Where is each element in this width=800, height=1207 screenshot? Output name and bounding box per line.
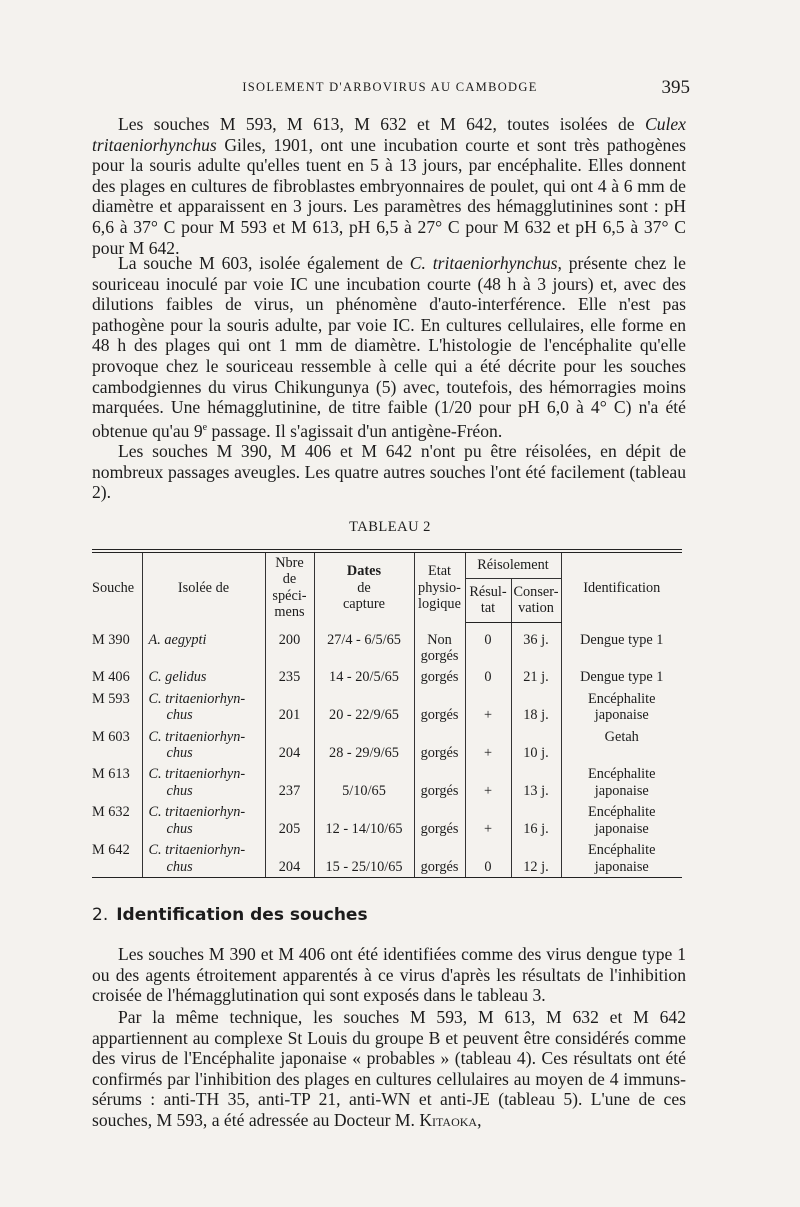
table-title: TABLEAU 2 (349, 519, 431, 535)
paragraph-2: La souche M 603, isolée également de C. tritaeniorhynchus, présente chez le souriceau inoculé par voie IC une incubation courte (48 h à 3 jours) et, avec des dilutions faibles de virus, un phénomène d'auto-interférence. Elle n'est pas pathogène pour la souris adulte, par voie IC. En cultures cellulaires, elle forme en 48 h des plages qui ont 1 mm de diamètre. L'histologie de l'encéphalite qu'elle provoque chez le souriceau ressemble à celle qui a été décrite pour les souches cambodgiennes du virus Chikungunya (5) avec, toutefois, des hémorragies moins marquées. Une hémagglutinine, de titre faible (1/20 pour pH 6,0 à 4° C) n'a été obtenue qu'au 9e passage. Il s'agissait d'un antigène-Fréon. (92, 253, 686, 441)
section-title: Identification des souches (116, 905, 368, 925)
cell-isolee: C. gelidus (142, 666, 265, 687)
running-title: ISOLEMENT D'ARBOVIRUS AU CAMBODGE (242, 80, 538, 94)
cell-souche: M 593 (92, 688, 142, 726)
cell-conservation: 36 j. (511, 623, 561, 667)
cell-nbre: 204 (265, 839, 314, 877)
header-reisolement: Réisolement (465, 551, 561, 578)
table-row (92, 801, 682, 839)
header-isolee: Isolée de (142, 551, 265, 623)
species-name: Culex tritaeniorhynchus (92, 114, 686, 155)
header-resultat: Résul- tat (465, 578, 511, 623)
cell-isolee: C. tritaeniorhyn- chus (142, 839, 265, 877)
table-row (92, 623, 682, 667)
cell-dates: 14 - 20/5/65 (314, 666, 414, 687)
cell-resultat: + (465, 801, 511, 839)
header-conservation: Conser- vation (511, 578, 561, 623)
cell-resultat: + (465, 688, 511, 726)
cell-resultat: + (465, 763, 511, 801)
author-name: Kitaoka, (419, 1109, 482, 1130)
page-number: 395 (661, 77, 690, 98)
cell-etat: gorgés (414, 726, 465, 764)
cell-souche: M 390 (92, 623, 142, 667)
cell-nbre: 204 (265, 726, 314, 764)
cell-identification: Encéphalite japonaise (588, 690, 656, 724)
cell-nbre: 201 (265, 688, 314, 726)
cell-conservation: 18 j. (511, 688, 561, 726)
cell-etat: gorgés (414, 839, 465, 877)
cell-identification: Encéphalite japonaise (588, 766, 656, 799)
section-heading (92, 905, 368, 925)
cell-etat: gorgés (414, 666, 465, 687)
cell-conservation: 21 j. (511, 666, 561, 687)
cell-isolee: C. tritaeniorhyn- chus (142, 688, 265, 726)
table-2 (92, 549, 682, 878)
table-header-row (92, 551, 682, 578)
cell-etat: Non gorgés (414, 623, 465, 667)
cell-conservation: 16 j. (511, 801, 561, 839)
cell-conservation: 13 j. (511, 763, 561, 801)
paragraph-4: Les souches M 390 et M 406 ont été identifiées comme des virus dengue type 1 ou des agents étroitement apparentés à ce virus d'après les résultats de l'inhibition croisée de l'hémagglutination qui sont exposés dans le tableau 3. (92, 944, 686, 1006)
cell-etat: gorgés (414, 688, 465, 726)
cell-identification: Dengue type 1 (580, 631, 664, 648)
cell-etat: gorgés (414, 801, 465, 839)
cell-souche: M 632 (92, 801, 142, 839)
cell-isolee: C. tritaeniorhyn- chus (142, 801, 265, 839)
table-row (92, 688, 682, 726)
header-nbre: Nbre de spéci- mens (265, 551, 314, 623)
cell-dates: 28 - 29/9/65 (314, 726, 414, 764)
header-identification: Identification (561, 551, 682, 623)
cell-dates: 27/4 - 6/5/65 (314, 623, 414, 667)
cell-dates: 20 - 22/9/65 (314, 688, 414, 726)
cell-conservation: 12 j. (511, 839, 561, 877)
cell-nbre: 200 (265, 623, 314, 667)
table-row (92, 839, 682, 877)
cell-nbre: 235 (265, 666, 314, 687)
cell-isolee: A. aegypti (142, 623, 265, 667)
section-number: 2. (92, 905, 109, 925)
header-souche: Souche (92, 551, 142, 623)
species-name: C. tritaeniorhynchus, (409, 253, 562, 273)
cell-resultat: 0 (465, 666, 511, 687)
cell-identification: Encéphalite japonaise (588, 804, 656, 837)
cell-dates: 5/10/65 (314, 763, 414, 801)
cell-souche: M 603 (92, 726, 142, 764)
cell-identification: Encéphalite japonaise (561, 839, 682, 877)
cell-souche: M 406 (92, 666, 142, 687)
paragraph-5: Par la même technique, les souches M 593, M 613, M 632 et M 642 appartiennent au complexe St Louis du groupe B et peuvent être considérés comme des virus de l'Encéphalite japonaise « probables » (tableau 4). Ces résultats ont été confirmés par l'inhibition des plages en cultures cellulaires au moyen de 4 immuns-sérums : anti-TH 35, anti-TP 21, anti-WN et anti-JE (tableau 5). L'une de ces souches, M 593, a été adressée au Docteur M. Kitaoka, (92, 1007, 686, 1130)
cell-souche: M 642 (92, 839, 142, 877)
table-row (92, 726, 682, 764)
cell-dates: 15 - 25/10/65 (314, 839, 414, 877)
cell-conservation: 10 j. (511, 726, 561, 764)
cell-nbre: 237 (265, 763, 314, 801)
cell-resultat: 0 (465, 623, 511, 667)
table-row (92, 666, 682, 687)
table-row (92, 763, 682, 801)
cell-etat: gorgés (414, 763, 465, 801)
cell-identification: Getah (604, 728, 639, 745)
paragraph-3: Les souches M 390, M 406 et M 642 n'ont pu être réisolées, en dépit de nombreux passages aveugles. Les quatre autres souches l'ont été facilement (tableau 2). (92, 441, 686, 503)
cell-isolee: C. tritaeniorhyn- chus (142, 763, 265, 801)
cell-souche: M 613 (92, 763, 142, 801)
cell-nbre: 205 (265, 801, 314, 839)
paragraph-1: Les souches M 593, M 613, M 632 et M 642, toutes isolées de Culex tritaeniorhynchus Giles, 1901, ont une incubation courte et sont très pathogènes pour la souris adulte qu'elles tuent en 5 à 13 jours, par encéphalite. Elles donnent des plages en cultures de fibroblastes embryonnaires de poulet, qui ont 4 à 6 mm de diamètre et apparaissent en 3 jours. Les paramètres des hémagglutinines sont : pH 6,6 à 37° C pour M 593 et M 613, pH 6,5 à 27° C pour M 632 et pH 6,5 à 37° C pour M 642. (92, 114, 686, 258)
cell-identification: Dengue type 1 (580, 669, 664, 686)
cell-isolee: C. tritaeniorhyn- chus (142, 726, 265, 764)
cell-resultat: 0 (465, 839, 511, 877)
cell-resultat: + (465, 726, 511, 764)
header-etat: Etat physio- logique (414, 551, 465, 623)
page-header (90, 77, 690, 104)
cell-dates: 12 - 14/10/65 (314, 801, 414, 839)
header-dates: Dates de capture (314, 551, 414, 623)
